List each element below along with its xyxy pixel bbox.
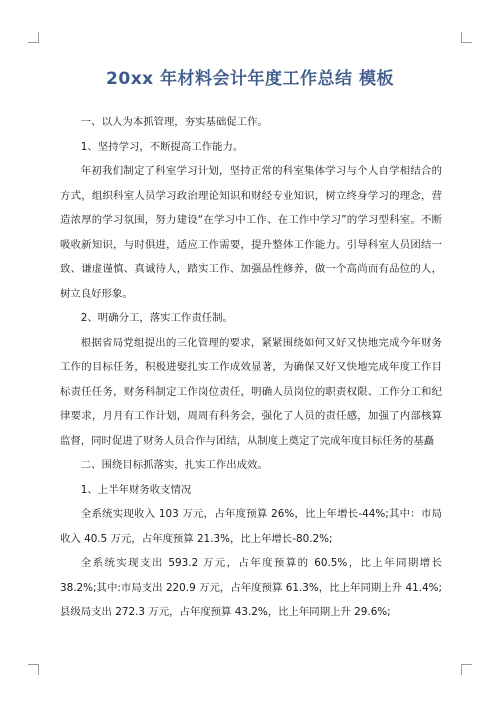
crop-mark-top-left (28, 32, 39, 43)
crop-mark-bottom-left (28, 664, 39, 675)
subsection-heading-3: 1、上半年财务收支情况 (80, 483, 192, 496)
document-title: 20xx 年材料会计年度工作总结 模板 (106, 69, 394, 89)
body-paragraph-3: 全系统实现收入 103 万元，占年度预算 26%，比上年增长-44%;其中：市局收入 40.5 万元，占年度预算 21.3%，比上年增长-80.2%; (60, 508, 442, 545)
subsection-heading-2: 2、明确分工，落实工作责任制。 (80, 312, 233, 324)
crop-mark-bottom-right (461, 664, 472, 675)
section-heading-1: 一、以人为本抓管理，夯实基础促工作。 (80, 116, 268, 128)
body-paragraph-2: 根据省局党组提出的三化管理的要求，紧紧围绕如何又好又快地完成今年财务工作的目标任务，积极进娶扎实工作成效显著，为确保又好又快地完成年度工作目标责任任务，财务科制定工作岗位责任，明确人员岗位的职责权限、工作分工和纪律要求，月月有工作计划，周周有科务会，强化了人员的责任感，加强了内部核算监督，同时促进了财务人员合作与团结，从制度上奠定了完成年度目标任务的基矗 (60, 336, 442, 447)
crop-mark-top-right (461, 32, 472, 43)
subsection-heading-1: 1、坚持学习，不断提高工作能力。 (80, 140, 244, 153)
body-paragraph-1: 年初我们制定了科室学习计划，坚持正常的科室集体学习与个人自学相结合的方式，组织科室人员学习政治理论知识和财经专业知识，树立终身学习的理念，营造浓厚的学习氛围，努力建设“在学习中工作、在工作中学习”的学习型科室。不断吸收新知识，与时俱进，适应工作需要，提升整体工作能力。引导科室人员团结一致、谦虚谨慎、真诚待人，踏实工作、加强品性修养，做一个高尚而有品位的人，树立良好形象。 (60, 165, 442, 300)
document-body (60, 110, 442, 625)
section-heading-2: 二、围绕目标抓落实，扎实工作出成效。 (80, 459, 268, 471)
body-paragraph-4: 全系统实现支出 593.2 万元，占年度预算的 60.5%，比上年同期增长 38.2%;其中:市局支出 220.9 万元，占年度预算 61.3%，比上年同期上升 41.4%;县级局支出 272.3 万元，占年度预算 43.2%，比上年同期上升 29.6%; (60, 557, 442, 618)
